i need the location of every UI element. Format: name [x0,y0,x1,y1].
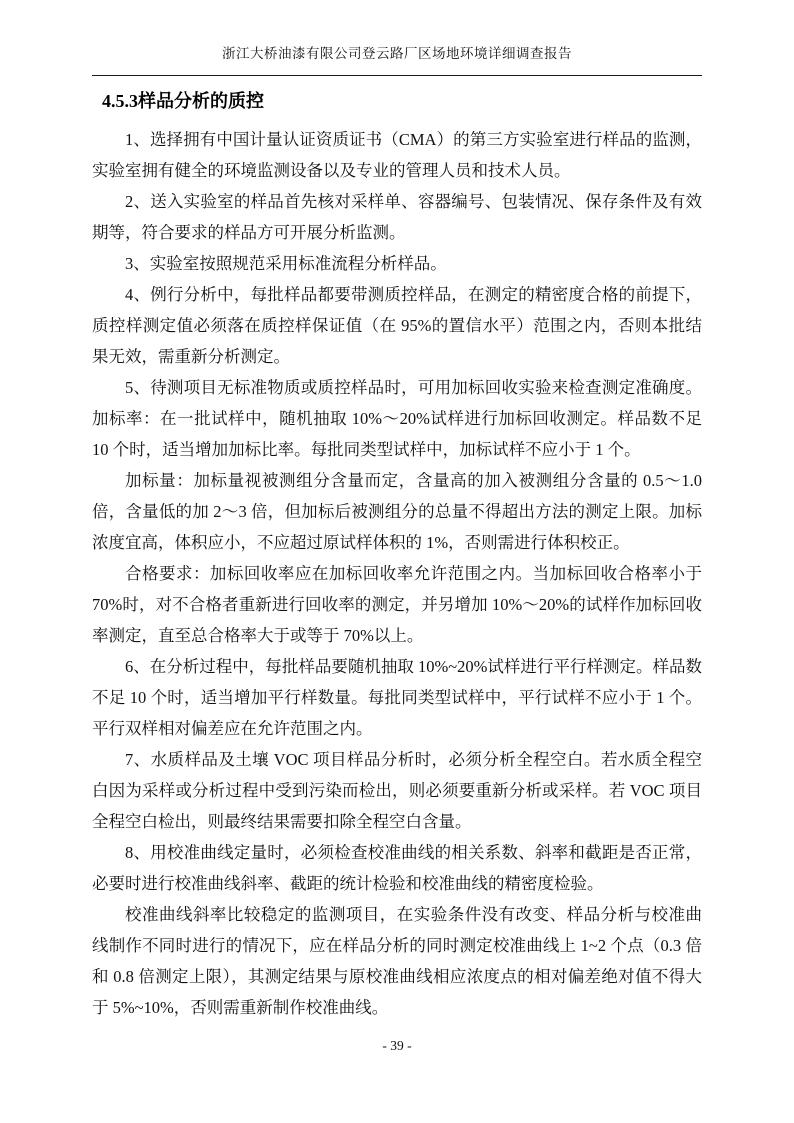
paragraph-7: 合格要求：加标回收率应在加标回收率允许范围之内。当加标回收合格率小于 70%时，对不合格者重新进行回收率的测定，并另增加 10%～20%的试样作加标回收率测定，直至总合格率大于或等于 70%以上。 [92,564,702,645]
paragraph-4: 4、例行分析中，每批样品都要带测质控样品，在测定的精密度合格的前提下，质控样测定值必须落在质控样保证值（在 95%的置信水平）范围之内，否则本批结果无效，需重新分析测定。 [92,285,702,366]
paragraph-9: 7、水质样品及土壤 VOC 项目样品分析时，必须分析全程空白。若水质全程空白因为采样或分析过程中受到污染而检出，则必须要重新分析或采样。若 VOC 项目全程空白检出，则最终结果需要扣除全程空白含量。 [92,750,702,831]
page-number: - 39 - [382,1038,412,1053]
paragraph-8: 6、在分析过程中，每批样品要随机抽取 10%~20%试样进行平行样测定。样品数不足 10 个时，适当增加平行样数量。每批同类型试样中，平行试样不应小于 1 个。平行双样相对偏差应在允许范围之内。 [92,657,703,738]
header-divider [92,75,702,76]
paragraph-10: 8、用校准曲线定量时，必须检查校准曲线的相关系数、斜率和截距是否正常，必要时进行校准曲线斜率、截距的统计检验和校准曲线的精密度检验。 [92,843,702,893]
report-title-header: 浙江大桥油漆有限公司登云路厂区场地环境详细调查报告 [222,46,572,61]
paragraph-1: 1、选择拥有中国计量认证资质证书（CMA）的第三方实验室进行样品的监测，实验室拥有健全的环境监测设备以及专业的管理人员和技术人员。 [92,130,702,180]
paragraph-5: 5、待测项目无标准物质或质控样品时，可用加标回收实验来检查测定准确度。加标率：在一批试样中，随机抽取 10%～20%试样进行加标回收测定。样品数不足 10 个时，适当增加加标比率。每批同类型试样中，加标试样不应小于 1 个。 [92,378,702,459]
page-footer [0,1038,794,1054]
paragraph-11: 校准曲线斜率比较稳定的监测项目，在实验条件没有改变、样品分析与校准曲线制作不同时进行的情况下，应在样品分析的同时测定校准曲线上 1~2 个点（0.3 倍和 0.8 倍测定上限），其测定结果与原校准曲线相应浓度点的相对偏差绝对值不得大于 5%~10%，否则需重新制作校准曲线。 [92,905,702,1017]
paragraph-2: 2、送入实验室的样品首先核对采样单、容器编号、包装情况、保存条件及有效期等，符合要求的样品方可开展分析监测。 [92,192,702,242]
section-heading: 4.5.3样品分析的质控 [102,91,264,111]
paragraph-3: 3、实验室按照规范采用标准流程分析样品。 [125,254,447,273]
paragraph-6: 加标量：加标量视被测组分含量而定，含量高的加入被测组分含量的 0.5～1.0 倍，含量低的加 2～3 倍，但加标后被测组分的总量不得超出方法的测定上限。加标浓度宜高，体积应小，不应超过原试样体积的 1%，否则需进行体积校正。 [92,471,702,552]
page-header [92,44,702,76]
